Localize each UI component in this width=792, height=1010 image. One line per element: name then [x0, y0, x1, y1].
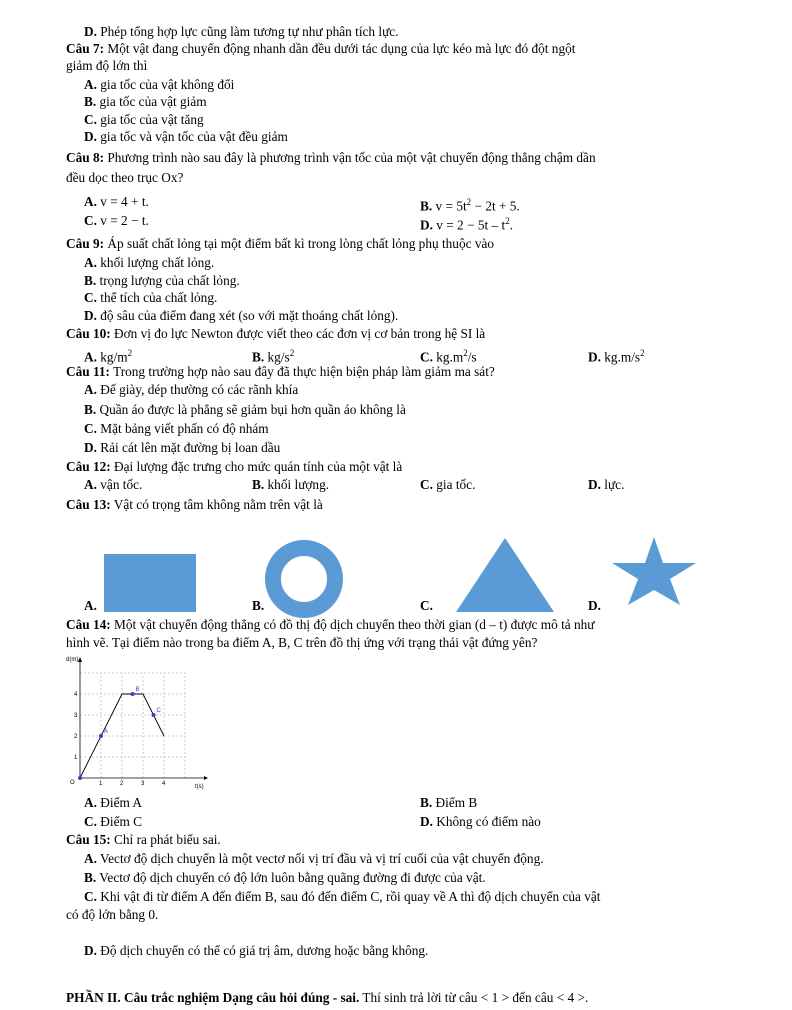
q11-option-b: B. Quần áo được là phẳng sẽ giảm bụi hơn quần áo không là	[84, 402, 406, 417]
q9-stem: Câu 9: Áp suất chất lỏng tại một điểm bất kì trong lòng chất lỏng phụ thuộc vào	[66, 236, 495, 251]
q13-option-d: D.	[588, 598, 601, 613]
q12-stem: Câu 12: Đại lượng đặc trưng cho mức quán tính của một vật là	[66, 459, 403, 474]
y-tick-label: 1	[74, 755, 78, 761]
triangle-shape	[454, 536, 556, 614]
x-tick-label: 3	[141, 781, 145, 787]
q14-dt-graph	[62, 652, 212, 792]
graph-y-label: d(m)	[66, 657, 79, 663]
q12-option-a: A. vận tốc.	[84, 477, 143, 492]
q7-option-a: A. gia tốc của vật không đổi	[84, 77, 235, 92]
q15-stem: Câu 15: Chỉ ra phát biểu sai.	[66, 832, 221, 847]
rectangle-shape	[104, 554, 196, 612]
graph-point-c	[152, 713, 156, 717]
q7-option-b: B. gia tốc của vật giảm	[84, 94, 207, 109]
star-shape	[610, 535, 698, 607]
graph-point-a	[99, 734, 103, 738]
q15-option-d: D. Độ dịch chuyển có thể có giá trị âm, dương hoặc bằng không.	[84, 943, 429, 958]
ring-shape	[262, 537, 346, 621]
graph-point-b	[131, 692, 135, 696]
q15-option-c-cont: có độ lớn bằng 0.	[66, 907, 159, 922]
q15-option-c: C. Khi vật đi từ điểm A đến điểm B, sau đó đến điểm C, rồi quay về A thì độ dịch chuyển của vật	[84, 889, 601, 904]
q13-stem: Câu 13: Vật có trọng tâm không nằm trên vật là	[66, 497, 323, 512]
x-tick-label: 1	[99, 781, 103, 787]
q11-option-c: C. Mặt bảng viết phấn có độ nhám	[84, 421, 269, 436]
q7-option-c: C. gia tốc của vật tăng	[84, 112, 204, 127]
q8-stem: Câu 8: Phương trình nào sau đây là phương trình vận tốc của một vật chuyển động thẳng chậm dần	[66, 150, 596, 165]
q10-option-d: D. $kg.m/s^2$	[588, 348, 645, 365]
q13-option-a: A.	[84, 598, 97, 613]
q11-option-a: A. Đế giày, dép thường có các rãnh khía	[84, 382, 299, 397]
q8-option-a: A. v = 4 + t.	[84, 194, 149, 209]
q8-option-b: B. $v = 5t^2 - 2t + 5$.	[420, 197, 520, 214]
q15-option-b: B. Vectơ độ dịch chuyển có độ lớn luôn bằng quãng đường đi được của vật.	[84, 870, 486, 885]
q11-option-d: D. Rải cát lên mặt đường bị loan dầu	[84, 440, 281, 455]
q7-stem: Câu 7: Một vật đang chuyển động nhanh dần đều dưới tác dụng của lực kéo mà lực đó đột ngột	[66, 41, 576, 56]
q13-option-b: B.	[252, 598, 265, 613]
q9-option-a: A. khối lượng chất lỏng.	[84, 255, 215, 270]
q10-option-c: C. $kg.m^2/s$	[420, 348, 477, 365]
q8-option-d: D. $v = 2 - 5t - t^2$.	[420, 216, 514, 233]
q14-option-b: B. Điểm B	[420, 795, 478, 810]
q14-option-c: C. Điểm C	[84, 814, 143, 829]
q14-option-d: D. Không có điểm nào	[420, 814, 541, 829]
graph-point-label: B	[135, 687, 140, 693]
q14-option-a: A. Điểm A	[84, 795, 143, 810]
x-tick-label: 2	[120, 781, 124, 787]
graph-grid	[80, 673, 185, 778]
q7-stem-cont: giảm độ lớn thì	[66, 58, 148, 73]
q14-stem: Câu 14: Một vật chuyển động thẳng có đồ thị độ dịch chuyển theo thời gian (d – t) được mô tả như	[66, 617, 595, 632]
q12-option-b: B. khối lượng.	[252, 477, 330, 492]
q15-option-a: A. Vectơ độ dịch chuyển là một vectơ nối vị trí đầu và vị trí cuối của vật chuyển động.	[84, 851, 544, 866]
y-tick-label: 2	[74, 734, 78, 740]
y-tick-label: 4	[74, 692, 78, 698]
graph-origin: O	[70, 780, 75, 786]
q12-option-c: C. gia tốc.	[420, 477, 476, 492]
graph-point-origin	[78, 776, 82, 780]
q10-stem: Câu 10: Đơn vị đo lực Newton được viết theo các đơn vị cơ bản trong hệ SI là	[66, 326, 486, 341]
q12-option-d: D. lực.	[588, 477, 625, 492]
q6-option-d: D. Phép tổng hợp lực cũng làm tương tự như phân tích lực.	[84, 24, 399, 39]
y-tick-label: 3	[74, 713, 78, 719]
q10-option-b: B. $kg/s^2$	[252, 348, 295, 365]
q14-stem-cont: hình vẽ. Tại điểm nào trong ba điểm A, B, C trên đồ thị ứng với trạng thái vật đứng yên?	[66, 635, 538, 650]
q8-stem-cont: đều dọc theo trục Ox?	[66, 170, 184, 185]
graph-point-label: C	[156, 708, 161, 714]
q7-option-d: D. gia tốc và vận tốc của vật đều giảm	[84, 129, 288, 144]
q13-option-c: C.	[420, 598, 433, 613]
q8-option-c: C. v = 2 − t.	[84, 213, 149, 228]
graph-point-label: A	[104, 729, 109, 735]
x-axis-arrow	[204, 776, 208, 780]
q9-option-c: C. thể tích của chất lỏng.	[84, 290, 218, 305]
x-tick-label: 4	[162, 781, 166, 787]
y-axis-arrow	[78, 657, 82, 662]
q9-option-b: B. trọng lượng của chất lỏng.	[84, 273, 240, 288]
q10-option-a: A. $kg/m^2$	[84, 348, 133, 365]
part2-heading: PHẦN II. Câu trắc nghiệm Dạng câu hỏi đúng - sai. Thí sinh trả lời từ câu < 1 > đến câu < 4 >.	[66, 990, 589, 1005]
q9-option-d: D. độ sâu của điểm đang xét (so với mặt thoáng chất lỏng).	[84, 308, 399, 323]
graph-x-label: t(s)	[195, 784, 204, 790]
q11-stem: Câu 11: Trong trường hợp nào sau đây đã thực hiện biện pháp làm giảm ma sát?	[66, 364, 495, 379]
